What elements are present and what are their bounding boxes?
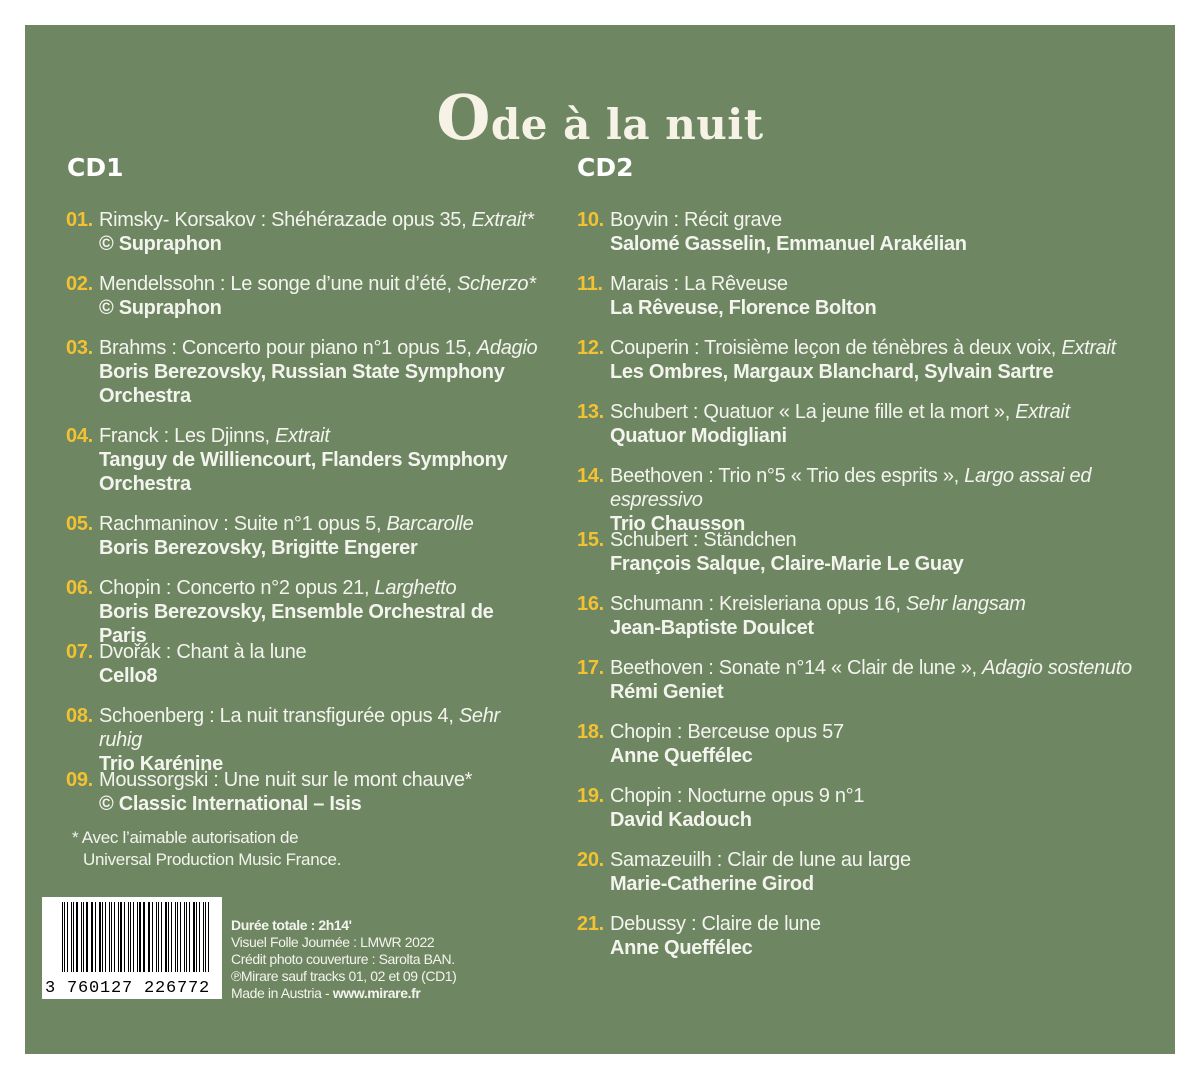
track-item	[577, 272, 1177, 320]
track-work: Samazeuilh : Clair de lune au large	[610, 849, 911, 871]
track-performer: Quatuor Modigliani	[610, 425, 787, 447]
track-number: 17.	[577, 657, 604, 679]
track-number: 18.	[577, 721, 604, 743]
track-number: 06.	[66, 577, 93, 599]
track-number: 14.	[577, 465, 604, 487]
track-title	[99, 272, 546, 296]
track-movement: Extrait	[1061, 337, 1116, 359]
barcode-bar	[180, 902, 182, 972]
track-performer: La Rêveuse, Florence Bolton	[610, 297, 877, 319]
track-performer: François Salque, Claire-Marie Le Guay	[610, 553, 964, 575]
barcode-bar	[95, 902, 96, 972]
track-work: Schubert : Ständchen	[610, 529, 797, 551]
track-number: 03.	[66, 337, 93, 359]
barcode-bar	[171, 902, 173, 972]
barcode-bar	[184, 902, 185, 972]
track-performer: Marie-Catherine Girod	[610, 873, 814, 895]
barcode-bar	[139, 902, 141, 972]
track-number: 19.	[577, 785, 604, 807]
footnote-line: Universal Production Music France.	[83, 850, 342, 869]
track-title	[99, 704, 546, 752]
track-movement: Sehr ruhig	[99, 705, 500, 751]
track-work: Chopin : Concerto n°2 opus 21,	[99, 577, 375, 599]
credit-photo: Crédit photo couverture : Sarolta BAN.	[231, 951, 455, 967]
barcode-bar	[165, 902, 167, 972]
barcode-bar	[168, 902, 169, 972]
track-item	[66, 272, 546, 320]
track-title	[610, 400, 1177, 424]
barcode-bar	[62, 902, 63, 972]
track-item	[66, 512, 546, 560]
track-number: 07.	[66, 641, 93, 663]
track-title	[610, 528, 1177, 552]
track-number: 04.	[66, 425, 93, 447]
credits	[231, 917, 456, 1002]
track-work: Chopin : Berceuse opus 57	[610, 721, 844, 743]
barcode-bar	[128, 902, 129, 972]
barcode-bar	[81, 902, 82, 972]
track-performer: Jean-Baptiste Doulcet	[610, 617, 814, 639]
track-number: 05.	[66, 513, 93, 535]
track-number: 10.	[577, 209, 604, 231]
cd1-heading: CD1	[67, 153, 124, 182]
barcode-bar	[64, 902, 65, 972]
track-movement: Extrait	[1015, 401, 1070, 423]
track-item	[577, 720, 1177, 768]
track-performer: David Kadouch	[610, 809, 752, 831]
track-title	[610, 720, 1177, 744]
track-title	[610, 336, 1177, 360]
track-performer: © Classic International – Isis	[99, 793, 362, 815]
barcode	[42, 897, 222, 999]
track-performer: Boris Berezovsky, Russian State Symphony Orchestra	[99, 361, 505, 407]
barcode-bar	[149, 902, 150, 972]
barcode-bar	[118, 902, 120, 972]
track-title	[610, 784, 1177, 808]
track-item	[577, 656, 1177, 704]
barcode-bar	[199, 902, 200, 972]
track-number: 09.	[66, 769, 93, 791]
track-work: Marais : La Rêveuse	[610, 273, 788, 295]
barcode-bar	[86, 902, 88, 972]
barcode-bar	[186, 902, 187, 972]
track-title	[99, 336, 546, 360]
barcode-bar	[76, 902, 78, 972]
track-item	[577, 336, 1177, 384]
footnote	[72, 827, 341, 871]
track-performer: Boris Berezovsky, Ensemble Orchestral de Paris	[99, 601, 494, 647]
track-item	[577, 784, 1177, 832]
barcode-bar	[73, 902, 74, 972]
barcode-bar	[83, 902, 85, 972]
track-movement: Adagio	[476, 337, 538, 359]
track-performer: Trio Chausson	[610, 513, 746, 535]
track-work: Mendelssohn : Le songe d’une nuit d’été,	[99, 273, 457, 295]
barcode-digits: 3 760127 226772	[45, 979, 211, 998]
track-number: 12.	[577, 337, 604, 359]
track-performer: Salomé Gasselin, Emmanuel Arakélian	[610, 233, 967, 255]
track-title	[610, 656, 1177, 680]
website-link[interactable]: www.mirare.fr	[332, 985, 421, 1001]
track-title	[610, 464, 1177, 512]
track-work: Schubert : Quatuor « La jeune fille et la mort »,	[610, 401, 1016, 423]
track-performer: Tanguy de Williencourt, Flanders Symphony Orchestra	[99, 449, 508, 495]
album-title	[25, 81, 1175, 154]
track-item	[577, 208, 1177, 256]
barcode-bar	[208, 902, 209, 972]
track-item	[66, 768, 546, 816]
barcode-bar	[177, 902, 178, 972]
track-movement: Largo assai ed espressivo	[610, 465, 1092, 511]
track-title	[99, 576, 546, 600]
credit-visual: Visuel Folle Journée : LMWR 2022	[231, 934, 435, 950]
track-work: Brahms : Concerto pour piano n°1 opus 15,	[99, 337, 477, 359]
track-item	[577, 528, 1177, 576]
track-work: Boyvin : Récit grave	[610, 209, 782, 231]
barcode-bar	[109, 902, 111, 972]
barcode-bar	[99, 902, 101, 972]
track-movement: Extrait	[275, 425, 330, 447]
track-item	[577, 848, 1177, 896]
track-title	[610, 272, 1177, 296]
track-item	[66, 424, 546, 496]
barcode-bar	[189, 902, 190, 972]
track-title	[610, 912, 1177, 936]
track-item	[66, 640, 546, 688]
credit-phonogram: ℗Mirare sauf tracks 01, 02 et 09 (CD1)	[231, 968, 457, 984]
track-performer: Boris Berezovsky, Brigitte Engerer	[99, 537, 418, 559]
track-number: 15.	[577, 529, 604, 551]
track-work: Beethoven : Sonate n°14 « Clair de lune »,	[610, 657, 983, 679]
track-movement: Sehr langsam	[905, 593, 1026, 615]
track-work: Franck : Les Djinns,	[99, 425, 275, 447]
barcode-bar	[137, 902, 138, 972]
track-number: 02.	[66, 273, 93, 295]
barcode-bar	[152, 902, 153, 972]
track-performer: © Supraphon	[99, 297, 222, 319]
track-work: Rachmaninov : Suite n°1 opus 5,	[99, 513, 387, 535]
barcode-bar	[114, 902, 115, 972]
barcode-bar	[124, 902, 125, 972]
title-rest: de à la nuit	[490, 100, 764, 149]
barcode-bar	[130, 902, 131, 972]
barcode-bar	[143, 902, 145, 972]
track-performer: Les Ombres, Margaux Blanchard, Sylvain Sartre	[610, 361, 1054, 383]
track-item	[66, 208, 546, 256]
track-item	[577, 464, 1177, 536]
track-title	[99, 512, 546, 536]
barcode-bar	[193, 902, 195, 972]
track-number: 16.	[577, 593, 604, 615]
barcode-bar	[105, 902, 106, 972]
track-movement: Extrait*	[471, 209, 534, 231]
track-item	[577, 400, 1177, 448]
title-initial: O	[436, 81, 491, 154]
barcode-bar	[133, 902, 135, 972]
track-work: Couperin : Troisième leçon de ténèbres à deux voix,	[610, 337, 1062, 359]
track-title	[99, 768, 546, 792]
track-work: Rimsky- Korsakov : Shéhérazade opus 35,	[99, 209, 472, 231]
barcode-bar	[175, 902, 176, 972]
track-title	[610, 592, 1177, 616]
barcode-bar	[71, 902, 72, 972]
track-number: 11.	[577, 273, 603, 295]
track-movement: Adagio sostenuto	[982, 657, 1132, 679]
track-work: Schumann : Kreisleriana opus 16,	[610, 593, 906, 615]
track-work: Schoenberg : La nuit transfigurée opus 4,	[99, 705, 459, 727]
track-performer: Anne Queffélec	[610, 937, 753, 959]
track-performer: Cello8	[99, 665, 158, 687]
barcode-bar	[102, 902, 103, 972]
track-movement: Scherzo*	[456, 273, 536, 295]
track-title	[610, 848, 1177, 872]
track-performer: Rémi Geniet	[610, 681, 724, 703]
barcode-bar	[158, 902, 159, 972]
track-item	[66, 336, 546, 408]
track-work: Dvořák : Chant à la lune	[99, 641, 307, 663]
barcode-bar	[161, 902, 162, 972]
barcode-bar	[120, 902, 122, 972]
track-title	[99, 208, 546, 232]
credit-made-in: Made in Austria -	[231, 985, 333, 1001]
credit-duration: Durée totale : 2h14'	[231, 917, 352, 933]
barcode-bar	[205, 902, 207, 972]
track-performer: © Supraphon	[99, 233, 222, 255]
track-item	[577, 912, 1177, 960]
track-title	[99, 640, 546, 664]
track-item	[66, 704, 546, 776]
track-number: 13.	[577, 401, 604, 423]
barcode-bar	[148, 902, 149, 972]
barcode-bars	[62, 902, 212, 972]
track-number: 01.	[66, 209, 93, 231]
track-work: Chopin : Nocturne opus 9 n°1	[610, 785, 865, 807]
barcode-bar	[91, 902, 92, 972]
track-title	[99, 424, 546, 448]
track-number: 08.	[66, 705, 93, 727]
track-title	[610, 208, 1177, 232]
footnote-line: * Avec l’aimable autorisation de	[72, 828, 299, 847]
track-number: 20.	[577, 849, 604, 871]
cd2-heading: CD2	[577, 153, 634, 182]
track-number: 21.	[577, 913, 604, 935]
track-work: Moussorgski : Une nuit sur le mont chauve*	[99, 769, 473, 791]
track-work: Beethoven : Trio n°5 « Trio des esprits »,	[610, 465, 965, 487]
track-performer: Trio Karénine	[99, 753, 223, 775]
track-item	[66, 576, 546, 648]
barcode-bar	[196, 902, 198, 972]
track-work: Debussy : Claire de lune	[610, 913, 821, 935]
track-item	[577, 592, 1177, 640]
track-performer: Anne Queffélec	[610, 745, 753, 767]
barcode-bar	[111, 902, 112, 972]
barcode-bar	[156, 902, 158, 972]
barcode-bar	[67, 902, 69, 972]
barcode-bar	[92, 902, 93, 972]
track-movement: Barcarolle	[386, 513, 474, 535]
barcode-bar	[203, 902, 204, 972]
track-movement: Larghetto	[374, 577, 457, 599]
